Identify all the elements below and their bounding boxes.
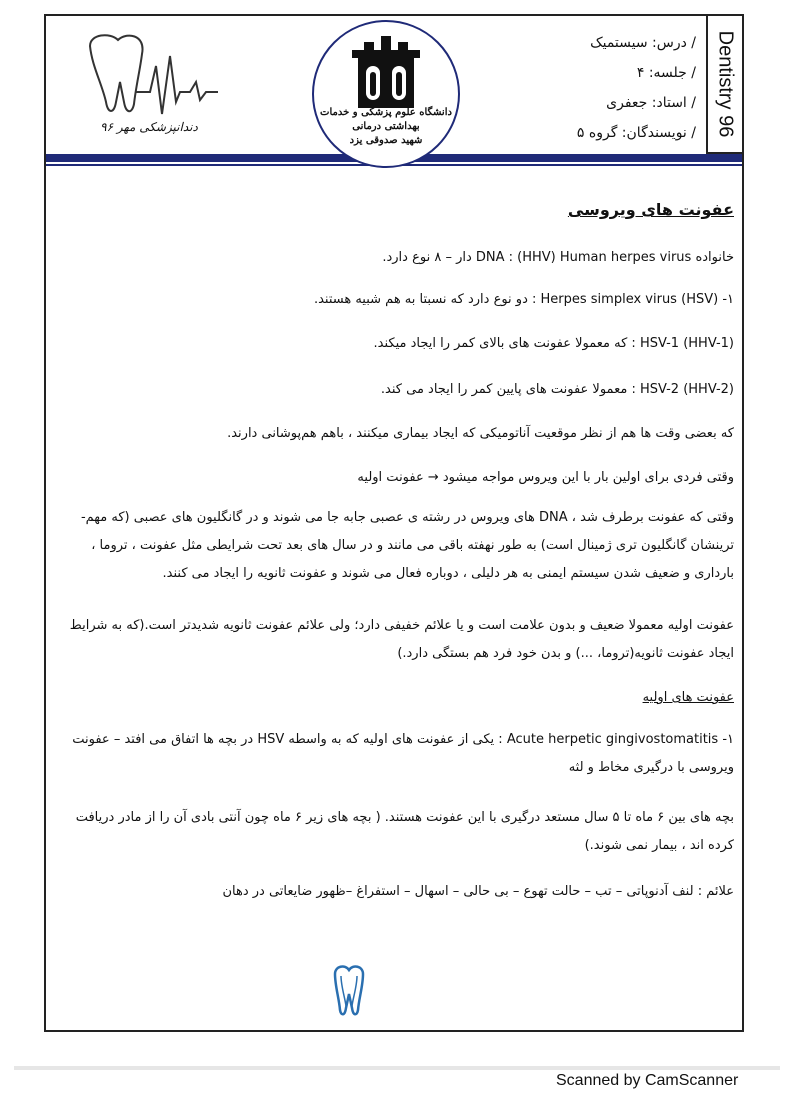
paragraph-primary: وقتی فردی برای اولین بار با این ویروس مواجه میشود → عفونت اولیه xyxy=(357,470,734,485)
tooth-logo-text: دندانپزشکی مهر ۹۶ xyxy=(100,120,198,134)
paragraph-family: خانواده DNA : (HHV) Human herpes virus دار – ۸ نوع دارد. xyxy=(382,250,734,265)
paragraph-signs: علائم : لنف آدنوپاتی – تب – حالت تهوع – بی حالی – اسهال – استفراغ –ظهور ضایعاتی در دهان xyxy=(222,884,734,899)
paragraph-hsv2: HSV-2 (HHV-2) : معمولا عفونت های پایین کمر را ایجاد می کند. xyxy=(380,382,734,397)
paragraph-hsv1: HSV-1 (HHV-1) : که معمولا عفونت های بالای کمر را ایجاد میکند. xyxy=(373,336,734,351)
scan-divider xyxy=(14,1066,780,1070)
paragraph-hsv: ۱- (HSV) Herpes simplex virus : دو نوع دارد که نسبتا به هم شبیه هستند. xyxy=(313,292,734,307)
university-logo-text: دانشگاه علوم پزشکی و خدمات بهداشتی درمانی شهید صدوقی یزد xyxy=(320,107,452,146)
side-label: Dentistry 96 xyxy=(714,30,737,138)
paragraph-overlap: که بعضی وقت ها هم از نظر موقعیت آناتومیکی که ایجاد بیماری میکنند ، باهم هم‌پوشانی دارند. xyxy=(227,426,734,441)
meta-course: / درس: سیستمیک xyxy=(590,35,696,51)
side-label-box xyxy=(706,14,744,154)
page-frame xyxy=(44,14,744,1032)
paragraph-symptoms-compare: عفونت اولیه معمولا ضعیف و بدون علامت است و یا علائم خفیفی دارد؛ ولی علائم عفونت ثانویه شدیدتر است.(که به شرایط ایجاد عفونت ثانویه(تروما، ...) و بدن خود فرد هم بستگی دارد.) xyxy=(69,618,734,661)
paragraph-latency: وقتی که عفونت برطرف شد ، DNA های ویروس در رشته ی عصبی جابه جا می شوند و در گانگلیون های عصبی (که مهم‌-ترینشان گانگلیون تری ژمینال است) به طور نهفته باقی می مانند و در سال های بعد تحت شرایطی مثل عفونت ، تروما ، بارداری و ضعیف شدن سیستم ایمنی به هر دلیلی ، دوباره فعال می شوند و عفونت ثانویه را ایجاد می کنند. xyxy=(80,510,734,581)
tooth-footer-icon xyxy=(331,964,367,1016)
paragraph-gingivostomatitis: ۱- Acute herpetic gingivostomatitis : یکی از عفونت های اولیه که به واسطه HSV در بچه ها اتفاق می افتد – عفونت ویروسی با درگیری مخاط و لثه xyxy=(72,732,734,775)
paragraph-age-range: بچه های بین ۶ ماه تا ۵ سال مستعد درگیری با این عفونت هستند. ( بچه های زیر ۶ ماه چون آنتی بادی آن را از مادر دریافت کرده اند ، بیمار نمی شوند.) xyxy=(75,810,734,853)
lesson-meta xyxy=(496,28,696,148)
document-title: عفونت های ویروسی xyxy=(567,200,734,219)
header xyxy=(46,16,742,164)
section-primary-infections: عفونت های اولیه xyxy=(642,690,734,705)
scanner-watermark: Scanned by CamScanner xyxy=(556,1072,739,1089)
meta-authors: / نویسندگان: گروه ۵ xyxy=(576,125,696,141)
meta-session: / جلسه: ۴ xyxy=(636,65,696,81)
university-logo-icon xyxy=(312,20,460,168)
meta-teacher: / استاد: جعفری xyxy=(606,95,696,111)
